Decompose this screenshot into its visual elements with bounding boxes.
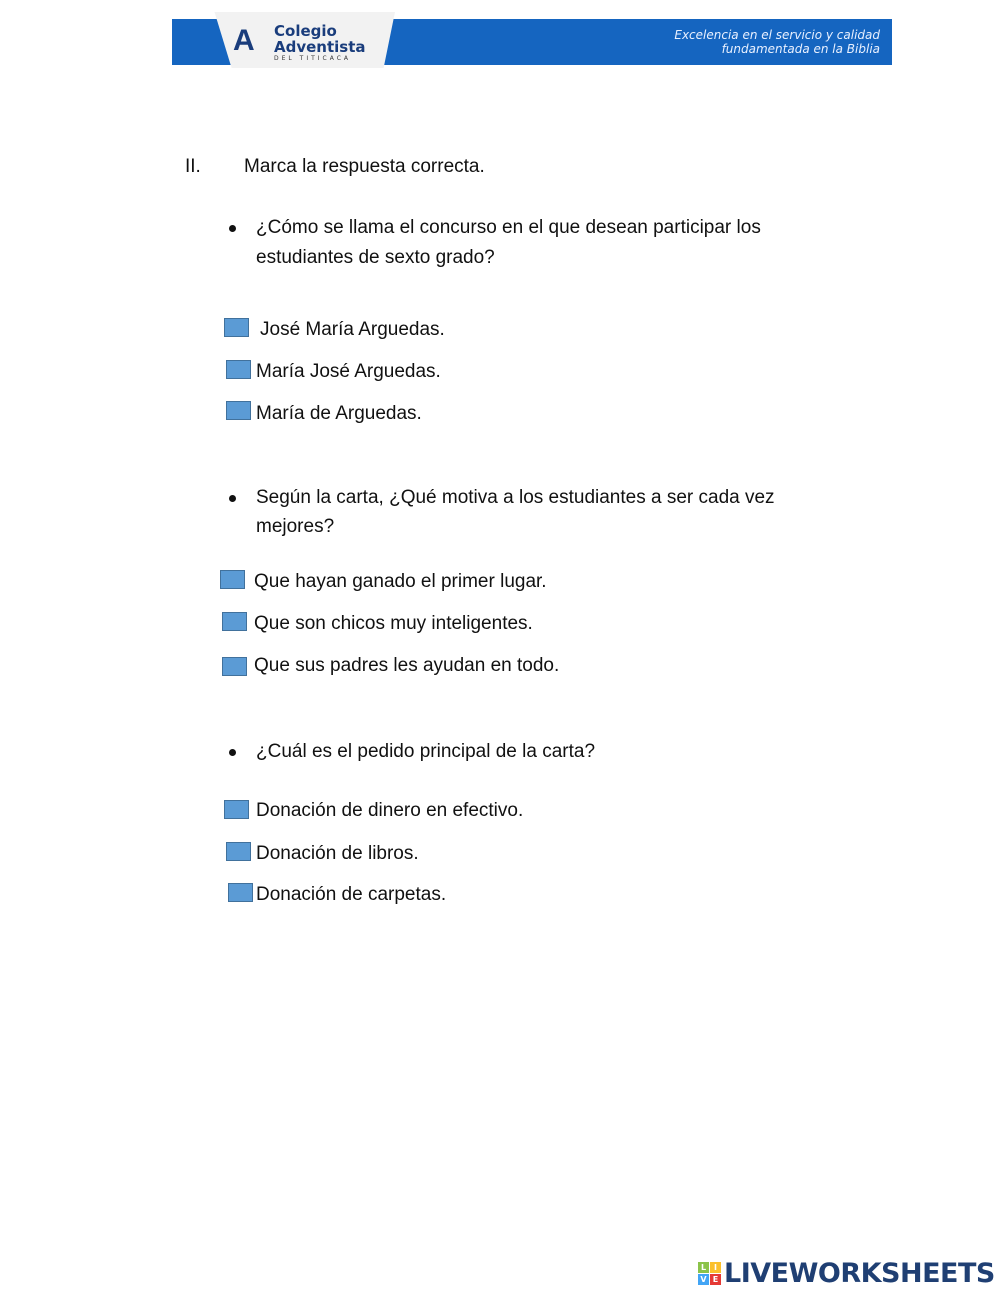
section-title: Marca la respuesta correcta. — [244, 156, 485, 177]
live-icon — [698, 1262, 721, 1285]
slogan-line1: Excelencia en el servicio y calidad — [674, 28, 880, 42]
slogan-line2: fundamentada en la Biblia — [721, 42, 880, 56]
section-number: II. — [185, 156, 201, 177]
brand-text: LIVEWORKSHEETS — [724, 1258, 995, 1289]
q2-option-1: Que hayan ganado el primer lugar. — [254, 571, 547, 592]
school-subtitle: DEL TITICACA — [274, 55, 352, 62]
checkbox-q1-option-1[interactable] — [224, 318, 249, 337]
q1-option-3: María de Arguedas. — [256, 403, 422, 424]
question-3-line1: ¿Cuál es el pedido principal de la carta? — [256, 741, 596, 762]
q3-option-2: Donación de libros. — [256, 843, 419, 864]
school-name-line1: Colegio — [274, 22, 337, 40]
logo-letter: V — [698, 1274, 709, 1285]
bullet-icon — [229, 749, 236, 756]
logo-letter: I — [710, 1262, 721, 1273]
question-2-line1: Según la carta, ¿Qué motiva a los estudiantes a ser cada vez — [256, 487, 775, 508]
bullet-icon — [229, 225, 236, 232]
checkbox-q3-option-2[interactable] — [226, 842, 251, 861]
q1-option-1: José María Arguedas. — [260, 319, 445, 340]
checkbox-q2-option-2[interactable] — [222, 612, 247, 631]
question-1-line1: ¿Cómo se llama el concurso en el que desean participar los — [256, 217, 761, 238]
school-logo-icon: A — [233, 24, 255, 57]
question-1-line2: estudiantes de sexto grado? — [256, 247, 495, 268]
checkbox-q1-option-2[interactable] — [226, 360, 251, 379]
checkbox-q2-option-3[interactable] — [222, 657, 247, 676]
liveworksheets-logo — [698, 1258, 995, 1289]
q3-option-1: Donación de dinero en efectivo. — [256, 800, 524, 821]
q2-option-2: Que son chicos muy inteligentes. — [254, 613, 533, 634]
q1-option-2: María José Arguedas. — [256, 361, 441, 382]
checkbox-q2-option-1[interactable] — [220, 570, 245, 589]
q2-option-3: Que sus padres les ayudan en todo. — [254, 655, 560, 676]
checkbox-q3-option-3[interactable] — [228, 883, 253, 902]
bullet-icon — [229, 495, 236, 502]
logo-letter: E — [710, 1274, 721, 1285]
checkbox-q3-option-1[interactable] — [224, 800, 249, 819]
slogan — [674, 28, 880, 56]
question-2-line2: mejores? — [256, 516, 335, 537]
checkbox-q1-option-3[interactable] — [226, 401, 251, 420]
q3-option-3: Donación de carpetas. — [256, 884, 447, 905]
school-name-line2: Adventista — [274, 38, 366, 56]
logo-letter: L — [698, 1262, 709, 1273]
school-name — [274, 23, 366, 55]
